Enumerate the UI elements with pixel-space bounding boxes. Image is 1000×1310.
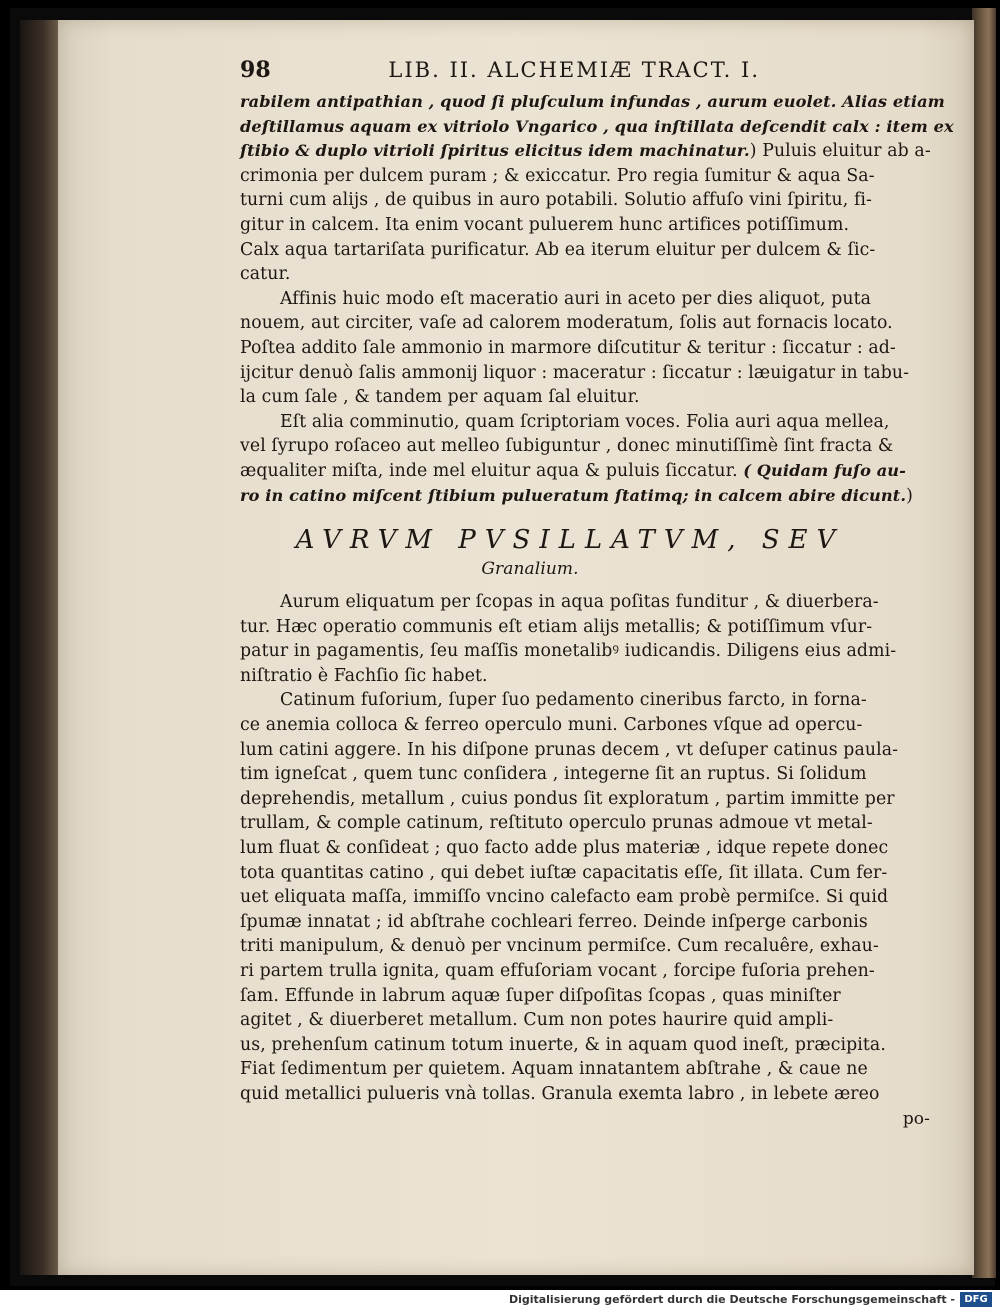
roman-segment: ) Puluis eluitur ab a- xyxy=(749,141,931,162)
text-line xyxy=(240,139,940,164)
text-line xyxy=(240,959,940,984)
page-text xyxy=(240,57,954,1131)
running-head: LIB. II. ALCHEMIÆ TRACT. I. xyxy=(388,58,760,82)
text-line xyxy=(240,434,940,459)
roman-segment: lum fluat & conſideat ; quo facto adde plus materiæ , idque repete donec xyxy=(240,838,889,859)
roman-segment: Catinum fuſorium, ſuper ſuo pedamento cineribus farcto, in forna- xyxy=(280,690,867,711)
text-line xyxy=(240,1033,940,1058)
italic-segment: ( Quidam fuſo au- xyxy=(743,460,906,480)
roman-segment: us, prehenſum catinum totum inuerte, & in aquam quod ineſt, præcipita. xyxy=(240,1034,886,1055)
roman-segment: lum catini aggere. In his diſpone prunas decem , vt deſuper catinus paula- xyxy=(240,739,899,760)
italic-segment: ro in catino miſcent ſtibium pulueratum ſtatimq; in calcem abire dicunt. xyxy=(240,485,907,505)
roman-segment: triti manipulum, & denuò per vncinum permiſce. Cum recaluêre, exhau- xyxy=(240,936,879,957)
text-line xyxy=(240,984,940,1009)
text-line xyxy=(240,164,940,189)
italic-segment: rabilem antipathian , quod ſi pluſculum infundas , aurum euolet. Alias etiam xyxy=(240,92,945,111)
roman-segment: uet eliquata maſſa, immiſſo vncino calefacto eam probè permiſce. Si quid xyxy=(240,887,889,908)
text-line xyxy=(240,90,945,115)
roman-segment: Affinis huic modo eſt maceratio auri in aceto per dies aliquot, puta xyxy=(280,288,872,309)
page-header xyxy=(240,58,940,88)
text-line xyxy=(240,1057,940,1082)
roman-segment: catur. xyxy=(240,264,291,285)
roman-segment: nouem, aut circiter, vaſe ad calorem moderatum, ſolis aut fornacis locato. xyxy=(240,313,893,334)
text-block-1 xyxy=(240,90,954,508)
text-line xyxy=(240,664,940,689)
text-line xyxy=(240,861,940,886)
roman-segment: Eſt alia comminutio, quam ſcriptoriam voces. Folia auri aqua mellea, xyxy=(280,411,890,432)
roman-segment: Aurum eliquatum per ſcopas in aqua poſitas funditur , & diuerbera- xyxy=(280,592,879,613)
catchword: po- xyxy=(902,1108,930,1129)
text-line xyxy=(240,639,940,664)
text-line xyxy=(240,787,940,812)
roman-segment: patur in pagamentis, ſeu maſſis monetalibꝰ iudicandis. Diligens eius admi- xyxy=(240,641,897,662)
section-heading: AVRVM PVSILLATVM, SEV xyxy=(295,525,845,556)
text-line xyxy=(240,811,940,836)
text-line xyxy=(240,934,940,959)
text-line xyxy=(240,1082,940,1107)
roman-segment: ri partem trulla ignita, quam effuſoriam vocant , forcipe fuſoria prehen- xyxy=(240,961,875,981)
footer-credit: Digitalisierung gefördert durch die Deutsche Forschungsgemeinschaft - xyxy=(508,1293,955,1306)
roman-segment: ſam. Effunde in labrum aquæ ſuper diſpoſitas ſcopas , quas miniſter xyxy=(240,985,841,1006)
text-line xyxy=(240,287,940,312)
text-line xyxy=(240,459,940,484)
text-line xyxy=(240,213,940,238)
text-line xyxy=(240,385,940,410)
roman-segment: trullam, & comple catinum, reſtituto operculo prunas admoue vt metal- xyxy=(240,813,873,834)
roman-segment: Calx aqua tartariſata purificatur. Ab ea iterum eluitur per dulcem & ſic- xyxy=(240,239,876,260)
roman-segment: tota quantitas catino , qui debet iuſtæ capacitatis eſſe, ſit illata. Cum fer- xyxy=(240,862,888,883)
text-line xyxy=(240,910,940,935)
text-line xyxy=(240,688,940,713)
roman-segment: ) xyxy=(906,485,913,506)
roman-segment: tim igneſcat , quem tunc conſidera , integerne ſit an ruptus. Si ſolidum xyxy=(240,764,867,785)
roman-segment: gitur in calcem. Ita enim vocant puluerem hunc artifices potiſſimum. xyxy=(240,214,850,235)
roman-segment: æqualiter miſta, inde mel eluitur aqua & puluis ſiccatur. xyxy=(240,460,744,481)
roman-segment: turni cum alijs , de quibus in auro potabili. Solutio affuſo vini ſpiritu, fi- xyxy=(240,190,873,211)
roman-segment: la cum ſale , & tandem per aquam ſal eluitur. xyxy=(240,387,640,408)
text-line xyxy=(240,410,940,435)
text-line xyxy=(240,262,940,287)
roman-segment: Fiat ſedimentum per quietem. Aquam innatantem abſtrahe , & caue ne xyxy=(240,1059,868,1080)
text-block-2 xyxy=(240,590,940,1106)
text-line xyxy=(240,115,954,140)
page-number: 98 xyxy=(240,57,271,83)
text-line xyxy=(240,336,940,361)
text-line xyxy=(240,484,940,509)
roman-segment: deprehendis, metallum , cuius pondus ſit exploratum , partim immitte per xyxy=(240,788,895,809)
text-line xyxy=(240,238,940,263)
roman-segment: vel ſyrupo roſaceo aut melleo ſubiguntur , donec minutiſſimè ſint fracta & xyxy=(240,436,894,457)
roman-segment: Poſtea addito ſale ammonio in marmore diſcutitur & teritur : ſiccatur : ad- xyxy=(240,337,896,358)
text-line xyxy=(240,1008,940,1033)
text-line xyxy=(240,836,940,861)
roman-segment: quid metallici pulueris vnà tollas. Granula exemta labro , in lebete æreo xyxy=(240,1083,880,1104)
roman-segment: crimonia per dulcem puram ; & exiccatur. Pro regia ſumitur & aqua Sa- xyxy=(240,165,875,186)
text-line xyxy=(240,188,940,213)
text-line xyxy=(240,311,940,336)
roman-segment: tur. Hæc operatio communis eſt etiam alijs metallis; & potiſſimum vſur- xyxy=(240,616,873,637)
roman-segment: ijcitur denuò ſalis ammonij liquor : maceratur : ſiccatur : læuigatur in tabu- xyxy=(240,362,910,383)
text-line xyxy=(240,713,940,738)
text-line xyxy=(240,885,940,910)
book-fore-edge xyxy=(972,8,996,1278)
book-gutter xyxy=(20,20,58,1275)
roman-segment: agitet , & diuerberet metallum. Cum non potes haurire quid ampli- xyxy=(240,1010,834,1031)
roman-segment: ſpumæ innatat ; id abſtrahe cochleari ferreo. Deinde inſperge carbonis xyxy=(240,911,868,932)
italic-segment: ſtibio & duplo vitrioli ſpiritus elicitus idem machinatur. xyxy=(240,141,750,161)
text-line xyxy=(240,738,940,763)
roman-segment: ce anemia colloca & ferreo operculo muni. Carbones vſque ad opercu- xyxy=(240,715,863,736)
section-subheading: Granalium. xyxy=(481,559,579,580)
text-line xyxy=(240,590,940,615)
text-line xyxy=(240,615,940,640)
text-line xyxy=(240,361,940,386)
italic-segment: deſtillamus aquam ex vitriolo Vngarico , qua inſtillata deſcendit calx : item ex xyxy=(240,116,954,136)
roman-segment: niſtratio è Fachſio ſic habet. xyxy=(240,665,488,686)
dfg-logo: DFG xyxy=(960,1292,992,1307)
text-line xyxy=(240,762,940,787)
